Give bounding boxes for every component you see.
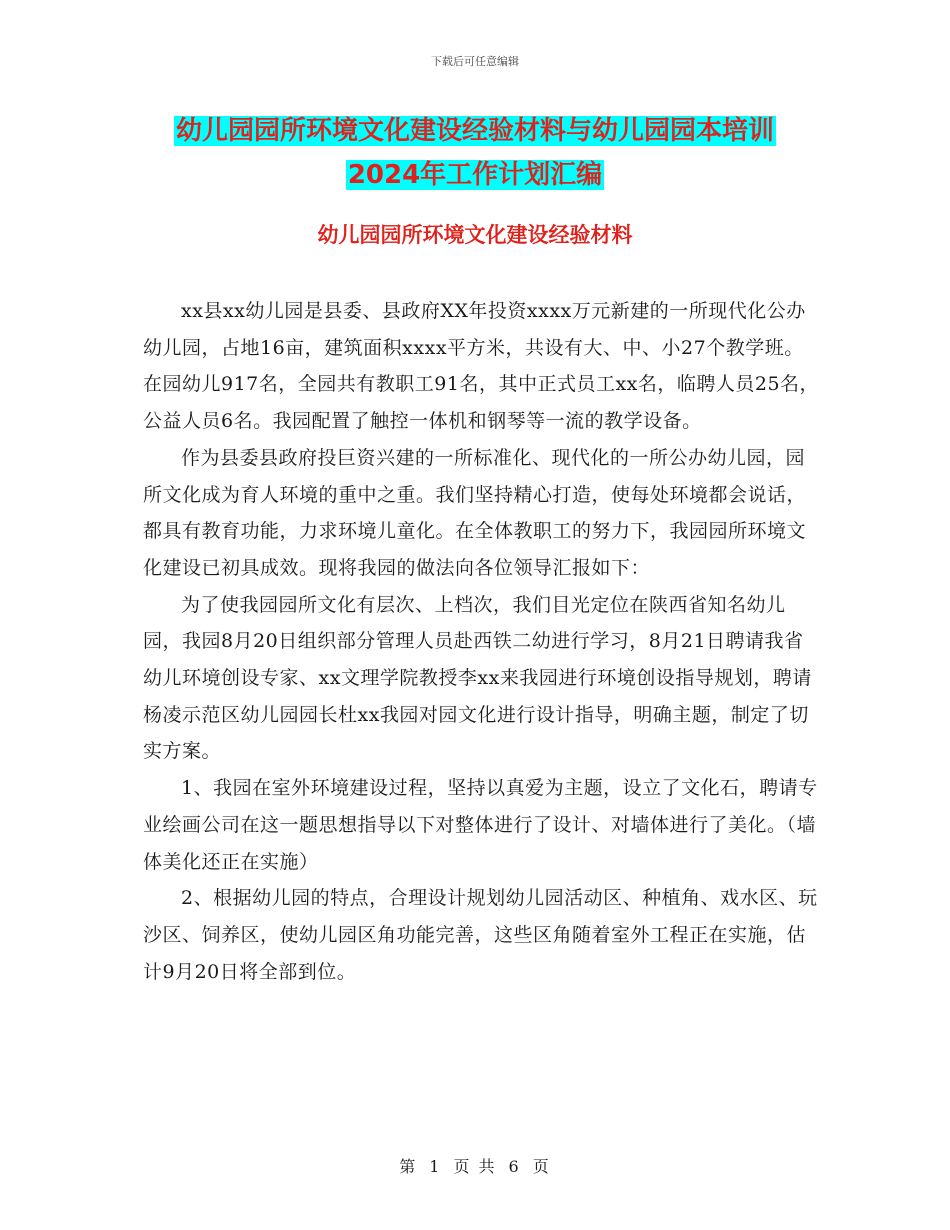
footer-label-post: 页	[532, 1157, 551, 1176]
paragraph: xx县xx幼儿园是县委、县政府XX年投资xxxx万元新建的一所现代化公办幼儿园，占地16亩，建筑面积xxxx平方米，共设有大、中、小27个教学班。在园幼儿917名，全园共有教职工91名，其中正式员工xx名，临聘人员25名，公益人员6名。我园配置了触控一体机和钢琴等一流的教学设备。	[143, 300, 820, 433]
paragraph: 为了使我园园所文化有层次、上档次，我们目光定位在陕西省知名幼儿园，我园8月20日组织部分管理人员赴西铁二幼进行学习，8月21日聘请我省幼儿环境创设专家、xx文理学院教授李xx来我园进行环境创设指导规划，聘请杨凌示范区幼儿园园长杜xx我园对园文化进行设计指导，明确主题，制定了切实方案。	[143, 593, 812, 763]
footer-label-pre: 第	[399, 1157, 418, 1176]
document-title-line-1	[0, 113, 950, 149]
total-pages-number: 6	[508, 1157, 521, 1176]
document-body	[143, 293, 823, 990]
header-note: 下载后可任意编辑	[431, 55, 519, 68]
page-footer	[0, 1154, 950, 1177]
paragraph: 2、根据幼儿园的特点，合理设计规划幼儿园活动区、种植角、戏水区、玩沙区、饲养区，使幼儿园区角功能完善，这些区角随着室外工程正在实施，估计9月20日将全部到位。	[143, 887, 818, 983]
title-highlight-1: 幼儿园园所环境文化建设经验材料与幼儿园园本培训	[175, 116, 774, 146]
paragraph: 1、我园在室外环境建设过程，坚持以真爱为主题，设立了文化石，聘请专业绘画公司在这一题思想指导以下对整体进行了设计、对墙体进行了美化。（墙体美化还正在实施）	[143, 777, 818, 873]
section-title: 幼儿园园所环境文化建设经验材料	[317, 223, 633, 247]
current-page-number: 1	[429, 1157, 442, 1176]
title-highlight-2: 2024年工作计划汇编	[347, 160, 603, 190]
document-title-line-2	[0, 157, 950, 193]
footer-label-mid: 页 共	[453, 1157, 497, 1176]
paragraph: 作为县委县政府投巨资兴建的一所标准化、现代化的一所公办幼儿园，园所文化成为育人环境的重中之重。我们坚持精心打造，使每处环境都会说话，都具有教育功能，力求环境儿童化。在全体教职工的努力下，我园园所环境文化建设已初具成效。现将我园的做法向各位领导汇报如下：	[143, 446, 807, 579]
